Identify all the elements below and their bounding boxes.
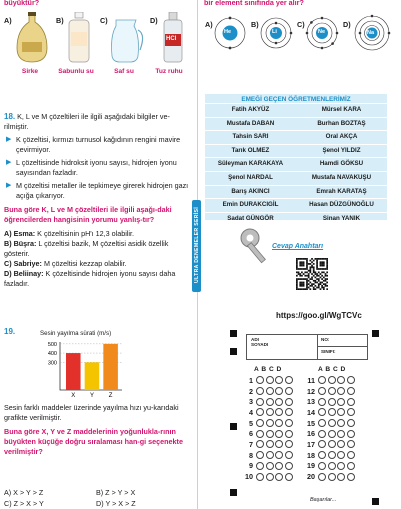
atom-option-c-label: C) [297,20,305,29]
qr-code-image[interactable] [296,258,328,290]
teacher-row [205,171,387,185]
answer-row-number: 1 [249,375,253,385]
q19-answer-d: D) Y > X > Z [96,499,136,508]
chart-bar-z [103,344,118,390]
answer-row [240,407,294,418]
teacher-name: Sinan YANIK [322,214,361,222]
answer-bubble-c[interactable] [337,430,345,438]
q18-question: Buna göre K, L ve M çözeltileri ile ilgili aşağı-daki öğrencilerden hangisinin yorumu yanlış-tır? [4,205,172,224]
answer-row-number: 6 [249,429,253,439]
answer-bubble-a[interactable] [318,408,326,416]
answer-row [240,439,294,450]
q19-body: Sesin farklı maddeler üzerinde yayılma hızı yu-karıdaki grafikte verilmiştir. [4,403,179,422]
answer-row [240,461,294,472]
answer-bubble-c[interactable] [337,451,345,459]
answer-row [302,450,356,461]
answer-bubble-d[interactable] [285,408,293,416]
atom-options [205,14,395,54]
answer-bubble-b[interactable] [266,387,274,395]
q18-answer-b-name: B) Büşra: [4,239,37,248]
answer-bubble-c[interactable] [337,419,345,427]
answer-bubble-c[interactable] [337,387,345,395]
option-b-label: B) [56,16,64,25]
answer-bubble-c[interactable] [337,408,345,416]
answer-bubble-b[interactable] [328,440,336,448]
answer-bubble-b[interactable] [266,419,274,427]
answer-bubble-d[interactable] [347,473,355,481]
answer-bubble-c[interactable] [275,440,283,448]
sheet-marker-bottom-right [372,498,379,505]
answer-bubble-a[interactable] [318,473,326,481]
answer-bubble-d[interactable] [285,473,293,481]
answer-row-number: 7 [249,439,253,449]
answer-bubble-a[interactable] [256,419,264,427]
answer-bubble-a[interactable] [318,451,326,459]
answer-bubble-a[interactable] [256,451,264,459]
teacher-row [205,212,387,226]
teacher-row [205,144,387,158]
answer-bubble-c[interactable] [275,419,283,427]
answer-bubble-d[interactable] [285,419,293,427]
answer-bubble-b[interactable] [328,387,336,395]
option-b-caption: Sabunlu su [58,68,94,75]
atom-c-symbol: Ne [318,29,326,35]
answer-row-number: 17 [307,439,315,449]
answer-key-link[interactable]: Cevap Anahtarı [272,243,324,250]
answer-bubble-b[interactable] [266,398,274,406]
answer-bubble-a[interactable] [318,430,326,438]
q19-answer-a: A) X > Y > Z [4,488,44,497]
teachers-list [205,103,387,225]
answer-bubble-c[interactable] [275,387,283,395]
teacher-name: Süleyman KARAKAYA [217,160,284,168]
hcl-bottle-label: HCl [166,36,177,42]
answer-bubble-d[interactable] [347,376,355,384]
question-18-intro: K, L ve M çözeltileri ile ilgili aşağıdaki bilgiler ve-rilmiştir. [4,112,170,131]
answer-bubble-a[interactable] [318,376,326,384]
water-pitcher-image [110,16,146,64]
sheet-footer: Başarılar... [310,497,337,503]
q17-fragment: büyüktür? [4,0,40,7]
answer-row [302,471,356,482]
question-18: 18. K, L ve M çözeltileri ile ilgili aşağıdaki bilgiler ve-rilmiştir. ▶ K çözeltisi, kırmızı turnusol kağıdının rengini mavire çevirmiyor. ▶ L çözeltisinde hidroksit iyonu sayısı, hidrojen iyonu sayısından fazladır. ▶ M çözeltisi metaller ile tepkimeye girerek hidrojen gazı açığa çıkarıyor. Buna göre K, L ve M çözeltileri ile ilgili aşağı-daki öğrencilerden hangisinin yorumu yanlış-tır? A) Esma: K çözeltisinin pH'ı 12,3 olabilir. B) Büşra: L çözeltisi bazik, M çözeltisi asidik özellik gösterir. C) Sabriye: M çözeltisi kezzap olabilir. D) Beliinay: K çözeltisinde hidrojen iyonu sayısı daha fazladır. [4,112,194,289]
key-icon [238,226,274,270]
answer-bubble-a[interactable] [256,430,264,438]
answer-row-number: 19 [307,461,315,471]
answer-bubble-b[interactable] [328,430,336,438]
series-sidebar-text: ULTRA DENEMELER SERİSİ [194,206,200,284]
answer-bubble-d[interactable] [285,376,293,384]
answer-row-number: 4 [249,407,253,417]
answer-bubble-c[interactable] [337,440,345,448]
teacher-name: Tarık OLMEZ [231,146,270,154]
answer-bubble-a[interactable] [318,462,326,470]
answer-row-number: 14 [307,407,315,417]
q19-answer-b: B) Z > Y > X [96,488,136,497]
teacher-name: Şenol YILDIZ [322,146,361,154]
option-d-label: D) [150,16,158,25]
answer-bubble-a[interactable] [318,387,326,395]
teacher-row [205,157,387,171]
q19-answer-c: C) Z > X > Y [4,499,44,508]
soapy-water-bottle-image [66,12,92,64]
atom-question-fragment: bir element sınıfında yer alır? [204,0,304,7]
answer-row [240,375,294,386]
answer-bubble-a[interactable] [256,440,264,448]
answer-bubble-b[interactable] [266,440,274,448]
answer-bubble-c[interactable] [275,462,283,470]
sheet-marker-left-mid [230,423,237,430]
answer-row [302,461,356,472]
teachers-title: EMEĞİ GEÇEN ÖĞRETMENLERİMİZ [241,96,351,103]
sheet-marker-bottom-left [230,489,237,496]
chart-y-tick-label: 300 [47,360,57,367]
answer-grid-1-10 [240,375,294,482]
q18-bullet-1: K çözeltisi, kırmızı turnusol kağıdının rengini mavire çevirmiyor. [16,135,181,154]
sheet-marker-top-right [372,330,379,337]
class-field-label: SINIFI: [321,349,336,354]
chart-bar-y [85,362,100,390]
answer-row [302,418,356,429]
teacher-name: Sadat GÜNGÖR [227,214,274,222]
name-field-label: ADI SOYADI [251,337,269,347]
answer-row [240,471,294,482]
chart-y-tick-label: 400 [47,351,57,358]
teacher-name: Mustafa DABAN [226,119,275,127]
q18-answer-b-text: L çözeltisi bazik, M çözeltisi asidik özellik gösterir. [4,239,169,258]
answer-row-number: 8 [249,450,253,460]
q18-answer-a-text: K çözeltisinin pH'ı 12,3 olabilir. [37,229,135,238]
answer-row-number: 11 [307,375,315,385]
vinegar-bottle-image [14,12,50,64]
answer-grid-11-20 [302,375,356,482]
chart-x-tick-label: Z [108,393,113,399]
option-a-caption: Sirke [21,68,39,75]
answer-row [302,386,356,397]
answer-row [302,396,356,407]
q18-answer-a-name: A) Esma: [4,229,36,238]
teacher-name: Emrah KARATAŞ [316,187,367,195]
teacher-name: Hamdi GÖKSU [319,160,364,168]
student-info-box [246,334,368,360]
sheet-header-left: A B C D [254,366,282,373]
teacher-name: Emin DURAKCIGİL [222,201,279,209]
atom-b-symbol: Li [272,29,277,35]
answer-row-number: 16 [307,429,315,439]
answer-bubble-c[interactable] [337,398,345,406]
atom-option-a-label: A) [205,20,213,29]
teacher-row [205,117,387,131]
answer-bubble-d[interactable] [285,387,293,395]
q18-bullet-2: L çözeltisinde hidroksit iyonu sayısı, hidrojen iyonu sayısından fazladır. [16,158,177,177]
answer-bubble-b[interactable] [266,408,274,416]
sheet-marker-top-left [230,330,237,337]
q18-answer-c-text: M çözeltisi kezzap olabilir. [43,259,127,268]
answer-bubble-c[interactable] [275,408,283,416]
q18-bullet-3: M çözeltisi metaller ile tepkimeye girerek hidrojen gazı açığa çıkarıyor. [16,181,189,200]
answer-row [302,428,356,439]
answer-row-number: 2 [249,386,253,396]
chart-bar-x [66,353,81,390]
answer-bubble-d[interactable] [347,419,355,427]
answer-bubble-d[interactable] [285,440,293,448]
answer-key-url[interactable]: https://goo.gl/WgTCVc [276,311,362,320]
answer-bubble-c[interactable] [337,462,345,470]
answer-bubble-c[interactable] [275,430,283,438]
teacher-row [205,185,387,199]
answer-row-number: 9 [249,461,253,471]
sound-speed-bar-chart [36,338,126,400]
answer-bubble-d[interactable] [347,440,355,448]
teacher-name: Hasan DÜZGÜNOĞLU [309,201,374,209]
answer-row-number: 3 [249,397,253,407]
answer-bubble-d[interactable] [285,398,293,406]
teacher-name: Burhan BOZTAŞ [317,119,366,127]
teacher-row [205,198,387,212]
answer-bubble-d[interactable] [347,451,355,459]
answer-row [240,386,294,397]
answer-bubble-b[interactable] [328,462,336,470]
answer-bubble-d[interactable] [285,430,293,438]
answer-bubble-d[interactable] [347,408,355,416]
answer-bubble-a[interactable] [256,408,264,416]
sheet-marker-mid-left [230,348,237,355]
answer-bubble-b[interactable] [266,430,274,438]
option-c-label: C) [100,16,108,25]
answer-row-number: 13 [307,397,315,407]
answer-bubble-b[interactable] [328,376,336,384]
answer-bubble-b[interactable] [266,451,274,459]
chart-title: Sesin yayılma sürati (m/s) [40,330,112,337]
answer-bubble-c[interactable] [275,473,283,481]
answer-bubble-a[interactable] [256,462,264,470]
answer-bubble-a[interactable] [256,376,264,384]
answer-bubble-d[interactable] [347,462,355,470]
answer-row-number: 18 [307,450,315,460]
answer-row-number: 12 [307,386,315,396]
chart-x-tick-label: X [71,393,76,399]
q18-answer-d-text: K çözeltisinde hidrojen iyonu sayısı daha fazladır. [4,269,176,288]
answer-row-number: 20 [307,472,315,482]
answer-row [240,428,294,439]
teacher-row [205,130,387,144]
answer-bubble-a[interactable] [256,398,264,406]
option-d-caption: Tuz ruhu [155,68,183,75]
option-a-label: A) [4,16,12,25]
answer-bubble-b[interactable] [266,473,274,481]
question-18-number: 18. [4,112,16,121]
atom-a-symbol: He [224,29,232,35]
q19-question: Buna göre X, Y ve Z maddelerinin yoğunlukla-rının büyükten küçüğe doğru sıralaması han-gi seçenekte verilmiştir? [4,427,183,456]
answer-bubble-b[interactable] [266,462,274,470]
answer-bubble-c[interactable] [337,376,345,384]
answer-bubble-d[interactable] [347,430,355,438]
teachers-panel [205,94,387,220]
answer-bubble-c[interactable] [275,398,283,406]
answer-row [240,396,294,407]
answer-bubble-b[interactable] [328,408,336,416]
answer-bubble-b[interactable] [266,376,274,384]
answer-bubble-b[interactable] [328,419,336,427]
answer-bubble-c[interactable] [275,376,283,384]
option-c-caption: Saf su [114,68,134,75]
chart-x-tick-label: Y [89,393,94,399]
answer-row-number: 10 [245,472,253,482]
answer-bubble-c[interactable] [337,473,345,481]
teacher-row [205,103,387,117]
answer-row [302,375,356,386]
answer-bubble-d[interactable] [347,398,355,406]
q18-answer-d-name: D) Beliinay: [4,269,44,278]
atom-option-d-label: D) [343,20,351,29]
teacher-name: Fatih AKYÜZ [231,106,270,113]
answer-bubble-b[interactable] [328,473,336,481]
teacher-name: Tahsin SARI [232,133,269,141]
answer-bubble-b[interactable] [328,451,336,459]
atom-option-b-label: B) [251,20,259,29]
answer-bubble-d[interactable] [285,462,293,470]
answer-row [240,450,294,461]
answer-row [302,407,356,418]
answer-bubble-d[interactable] [285,451,293,459]
teacher-name: Barış AKINCI [231,187,270,195]
answer-bubble-d[interactable] [347,387,355,395]
q18-answer-c-name: C) Sabriye: [4,259,42,268]
answer-bubble-a[interactable] [256,473,264,481]
teacher-name: Mürsel KARA [321,106,362,113]
question-19-number: 19. [4,327,16,336]
chart-y-tick-label: 500 [47,341,57,348]
answer-bubble-c[interactable] [275,451,283,459]
teacher-name: Şenol NARDAL [228,173,273,181]
answer-row [240,418,294,429]
q17-options [4,12,194,67]
answer-bubble-a[interactable] [318,440,326,448]
sheet-header-right: A B C D [318,366,346,373]
answer-bubble-a[interactable] [256,387,264,395]
answer-row [302,439,356,450]
answer-bubble-a[interactable] [318,419,326,427]
number-field-label: NO: [321,337,330,342]
answer-row-number: 5 [249,418,253,428]
answer-bubble-b[interactable] [328,398,336,406]
teacher-name: Oral AKÇA [325,133,358,141]
teacher-name: Mustafa NAVAKUŞU [311,173,372,181]
atom-d-symbol: Na [367,30,375,36]
answer-row-number: 15 [307,418,315,428]
answer-bubble-a[interactable] [318,398,326,406]
